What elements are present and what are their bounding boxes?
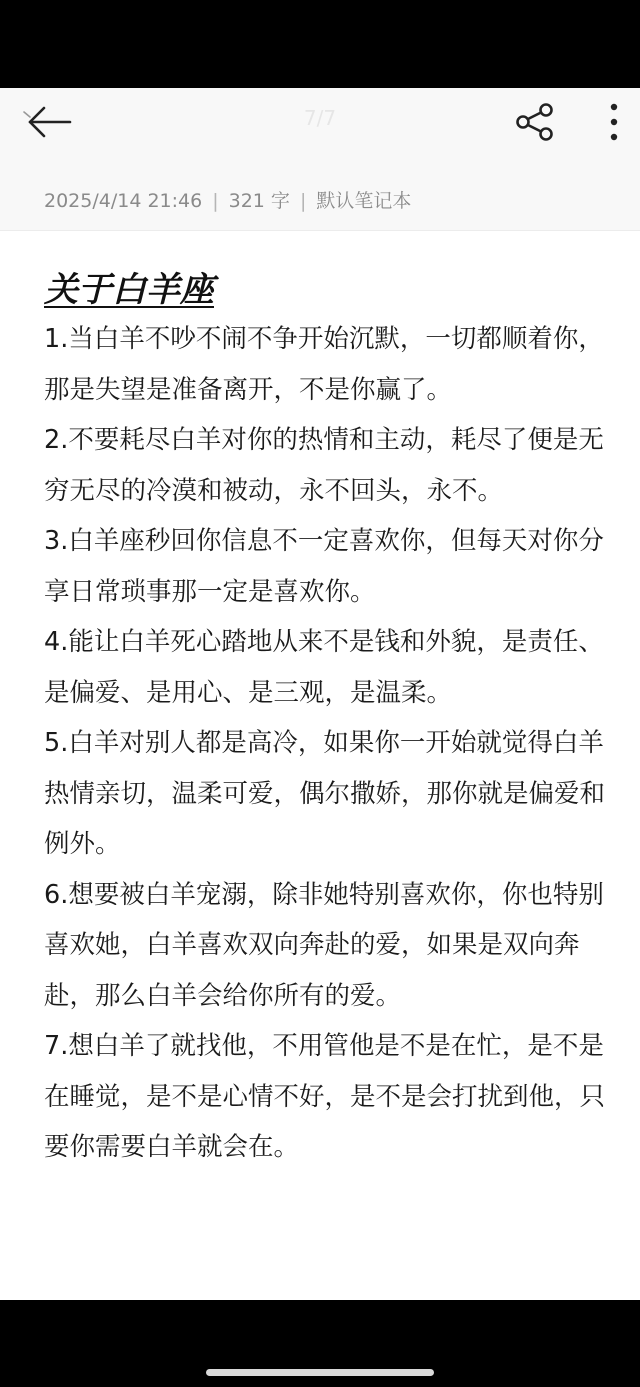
note-viewer — [0, 88, 640, 1300]
note-title: 关于白羊座 — [44, 270, 214, 310]
note-paragraph: 6.想要被白羊宠溺，除非她特别喜欢你，你也特别喜欢她，白羊喜欢双向奔赴的爱，如果是双向奔赴，那么白羊会给你所有的爱。 — [44, 879, 604, 1011]
more-vertical-icon — [596, 100, 632, 144]
status-bar-area — [0, 0, 640, 88]
note-notebook[interactable]: 默认笔记本 — [316, 190, 412, 212]
top-toolbar — [0, 88, 640, 158]
home-indicator[interactable] — [206, 1369, 434, 1376]
note-word-count: 321 字 — [228, 190, 290, 212]
back-button[interactable] — [22, 100, 78, 144]
note-paragraph: 5.白羊对别人都是高冷，如果你一开始就觉得白羊热情亲切，温柔可爱，偶尔撒娇，那你就是偏爱和例外。 — [44, 728, 606, 859]
note-paragraph: 1.当白羊不吵不闹不争开始沉默，一切都顺着你，那是失望是准备离开，不是你赢了。 — [44, 324, 604, 405]
note-paragraph: 2.不要耗尽白羊对你的热情和主动，耗尽了便是无穷无尽的冷漠和被动，永不回头，永不。 — [44, 425, 604, 506]
note-body — [44, 314, 612, 1173]
note-datetime: 2025/4/14 21:46 — [44, 190, 203, 212]
page-indicator: 7/7 — [303, 106, 337, 130]
share-button[interactable] — [512, 100, 560, 144]
share-icon — [512, 100, 560, 144]
back-arrow-icon — [22, 100, 78, 144]
more-options-button[interactable] — [596, 100, 632, 144]
meta-separator: | — [212, 190, 219, 212]
note-meta — [44, 186, 411, 213]
note-paragraph: 3.白羊座秒回你信息不一定喜欢你，但每天对你分享日常琐事那一定是喜欢你。 — [44, 526, 604, 607]
note-paragraph: 7.想白羊了就找他，不用管他是不是在忙，是不是在睡觉，是不是心情不好，是不是会打扰到他，只要你需要白羊就会在。 — [44, 1031, 606, 1162]
note-meta-row — [0, 158, 640, 231]
meta-separator: | — [299, 190, 307, 212]
note-paragraph: 4.能让白羊死心踏地从来不是钱和外貌，是责任、是偏爱、是用心、是三观，是温柔。 — [44, 627, 604, 708]
